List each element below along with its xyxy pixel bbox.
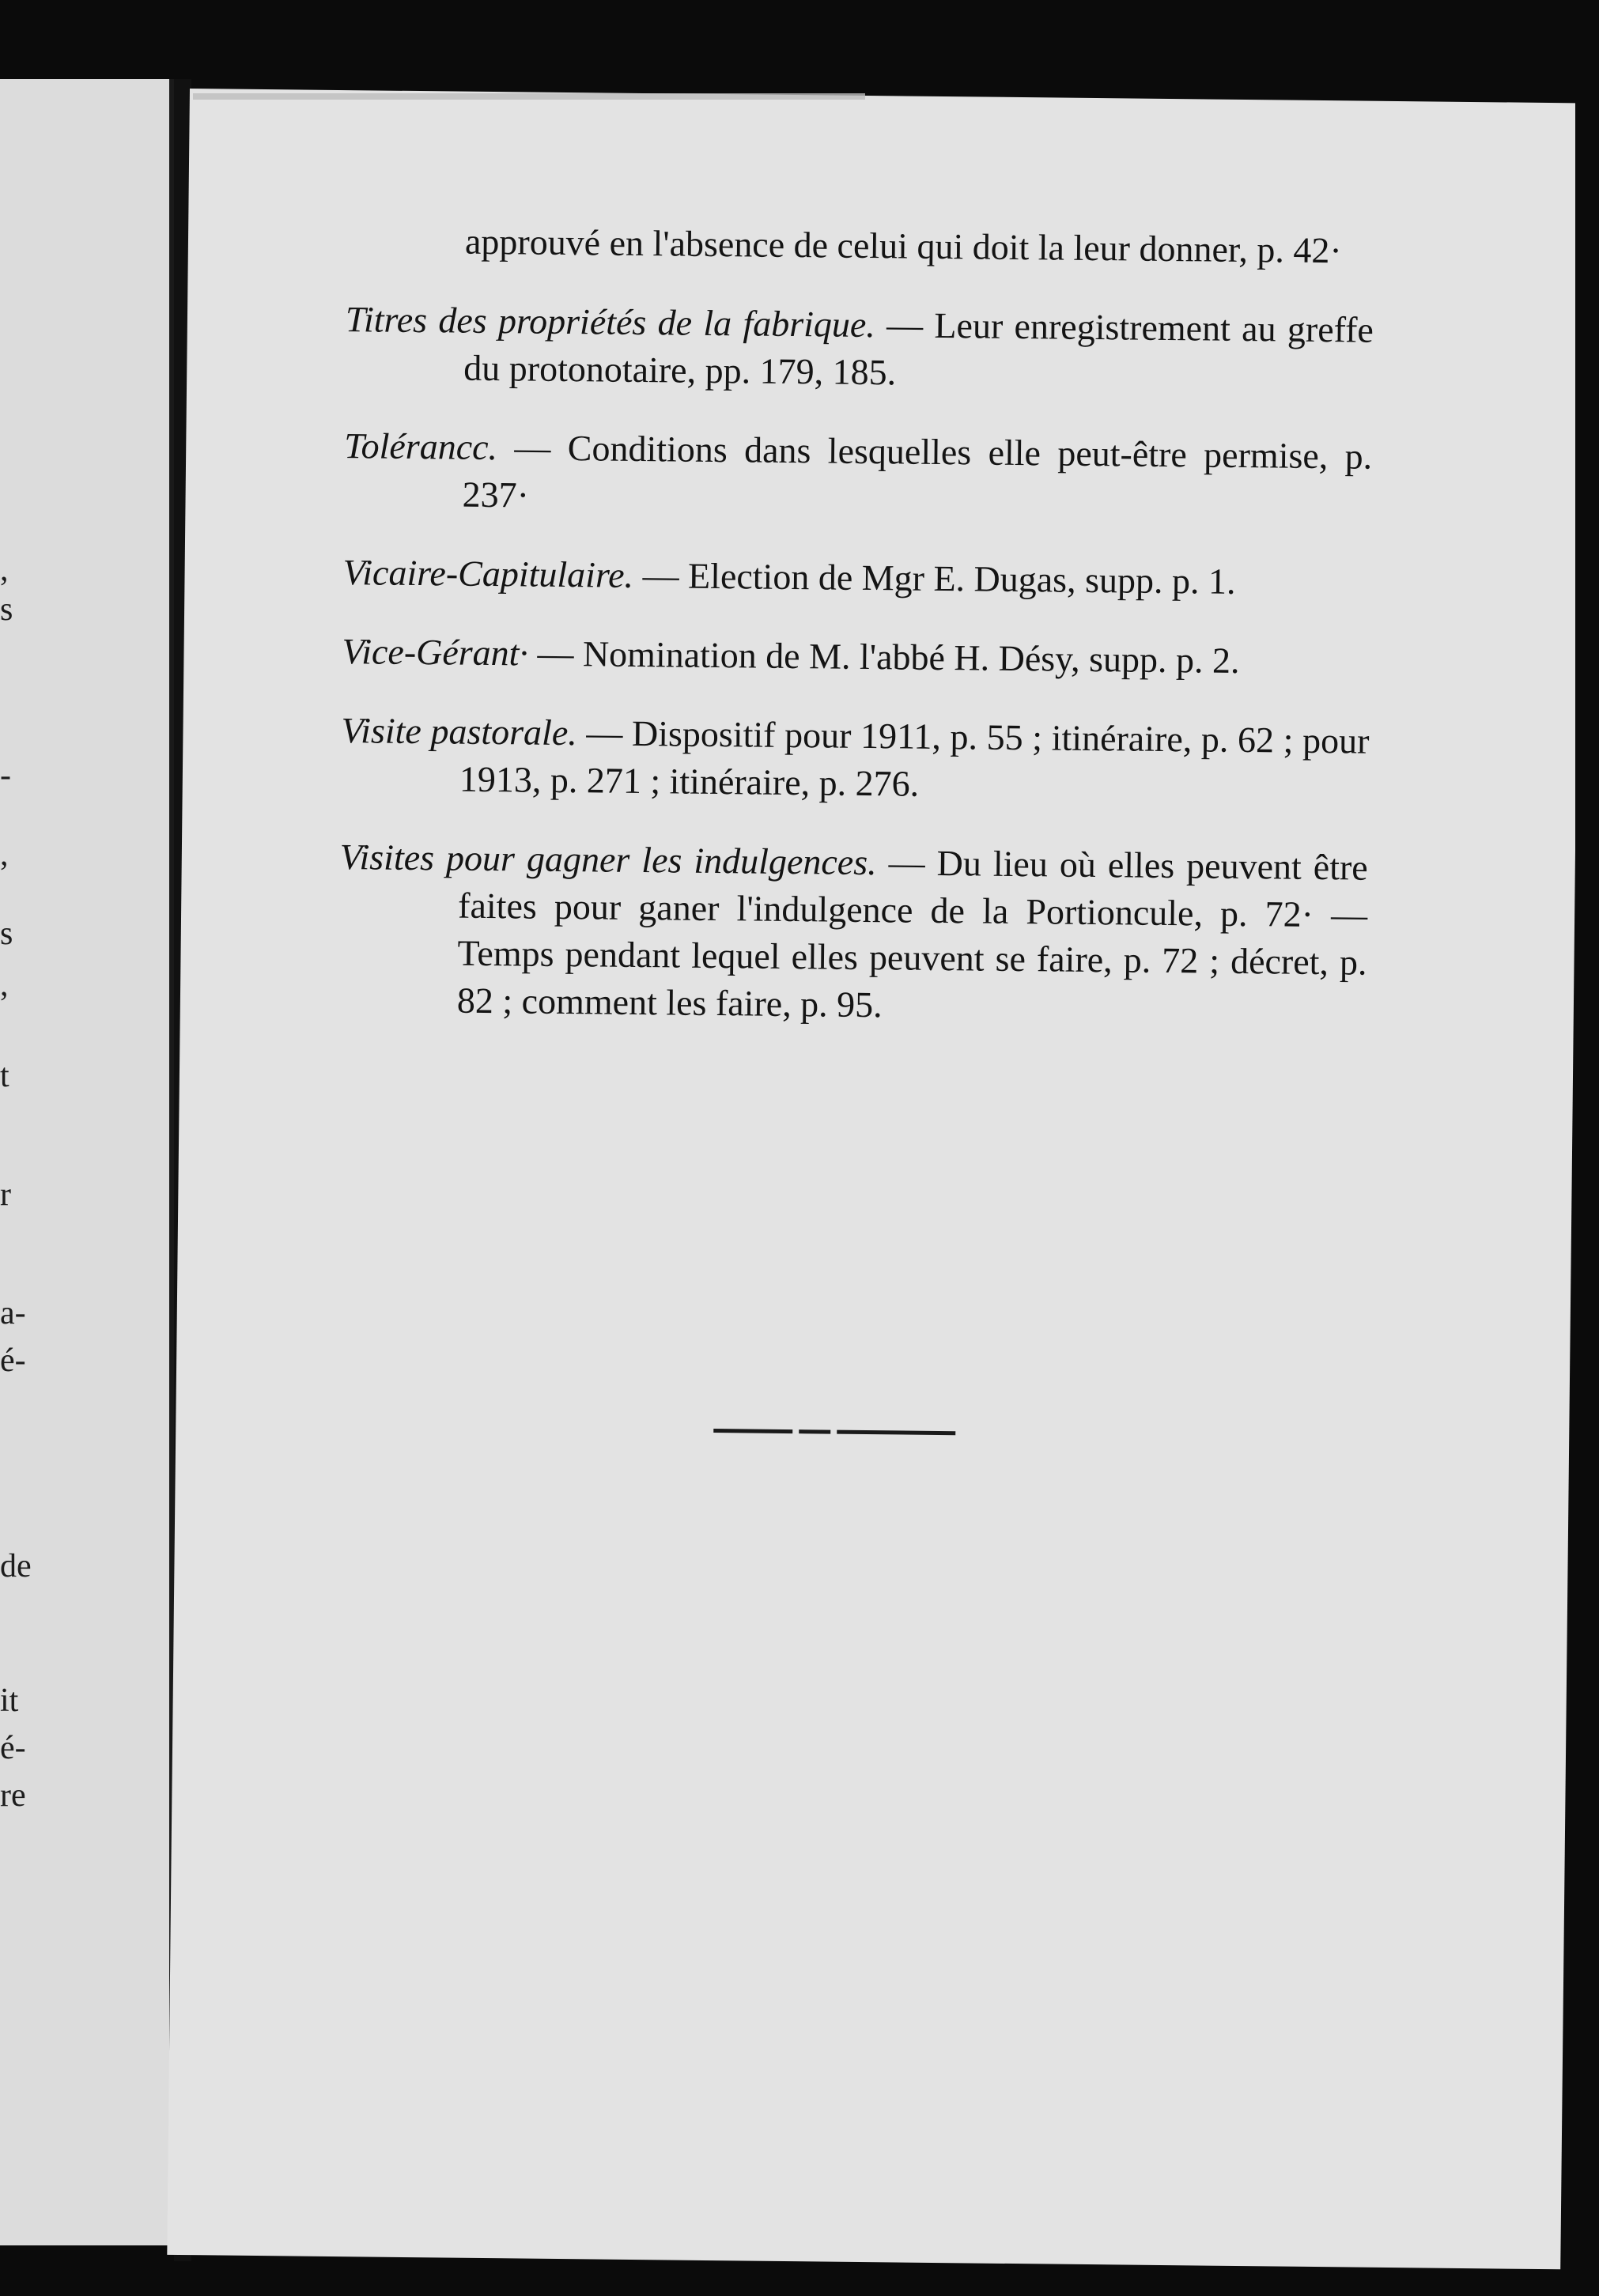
- left-page-fragment: t: [0, 1058, 9, 1094]
- entry-body: — Leur enregistrement au greffe du protonotaire, pp. 179, 185.: [463, 304, 1374, 393]
- left-page-fragment: ,: [0, 552, 9, 588]
- entry-body: — Nomination de M. l'abbé H. Désy, supp. p. 2.: [527, 633, 1240, 681]
- left-page-fragment: re: [0, 1777, 26, 1814]
- index-page: [167, 89, 1583, 2269]
- entry-heading: Visite pastorale.: [341, 710, 578, 753]
- entry-heading: Vice-Gérant·: [342, 631, 529, 674]
- index-text-block: [338, 217, 1374, 1066]
- left-facing-page: [0, 79, 174, 2245]
- index-entry: [343, 422, 1372, 528]
- left-page-fragment: r: [0, 1176, 11, 1213]
- index-entry: [342, 549, 1371, 607]
- entry-body: — Du lieu où elles peuvent être faites pour ganer l'indulgence de la Portioncule, p. 72· — Temps pendant lequel elles peuvent se faire, p. 72 ; décret, p. 82 ; comment les faire, p. 95.: [456, 842, 1369, 1025]
- right-scan-border: [1575, 0, 1599, 2296]
- left-page-fragment: é-: [0, 1730, 26, 1766]
- entry-body: — Election de Mgr E. Dugas, supp. p. 1.: [633, 554, 1236, 602]
- entry-heading: Visites pour gagner les indulgences.: [339, 836, 877, 883]
- entry-body: approuvé en l'absence de celui qui doit la leur donner, p. 42·: [464, 221, 1342, 271]
- left-page-fragment: -: [0, 757, 11, 794]
- left-page-fragment: é-: [0, 1342, 26, 1379]
- left-page-fragment: a-: [0, 1295, 26, 1331]
- entry-heading: Vicaire-Capitulaire.: [342, 552, 634, 595]
- index-entry-continuation: [346, 217, 1375, 275]
- index-entry: [338, 833, 1368, 1034]
- rule-segment: [713, 1429, 792, 1433]
- index-entry: [341, 707, 1370, 813]
- left-page-fragment: de: [0, 1548, 32, 1584]
- entry-heading: Titres des propriétés de la fabrique.: [345, 299, 876, 346]
- end-ornament-rule: [713, 1429, 958, 1435]
- page-top-shadow: [193, 93, 865, 100]
- entry-body: — Dispositif pour 1911, p. 55 ; itinéraire, p. 62 ; pour 1913, p. 271 ; itinéraire, p. 276.: [459, 712, 1370, 804]
- rule-segment: [799, 1429, 830, 1433]
- rule-segment: [837, 1430, 955, 1436]
- left-page-fragment: ,: [0, 836, 9, 873]
- left-page-fragment: ,: [0, 967, 9, 1003]
- index-entry: [345, 296, 1374, 402]
- entry-heading: Tolérancc.: [344, 425, 498, 468]
- index-entry: [342, 628, 1370, 686]
- left-page-fragment: s: [0, 591, 13, 628]
- left-page-fragment: it: [0, 1682, 19, 1719]
- entry-body: — Conditions dans lesquelles elle peut-être permise, p. 237·: [462, 427, 1373, 515]
- left-page-fragment: s: [0, 916, 13, 952]
